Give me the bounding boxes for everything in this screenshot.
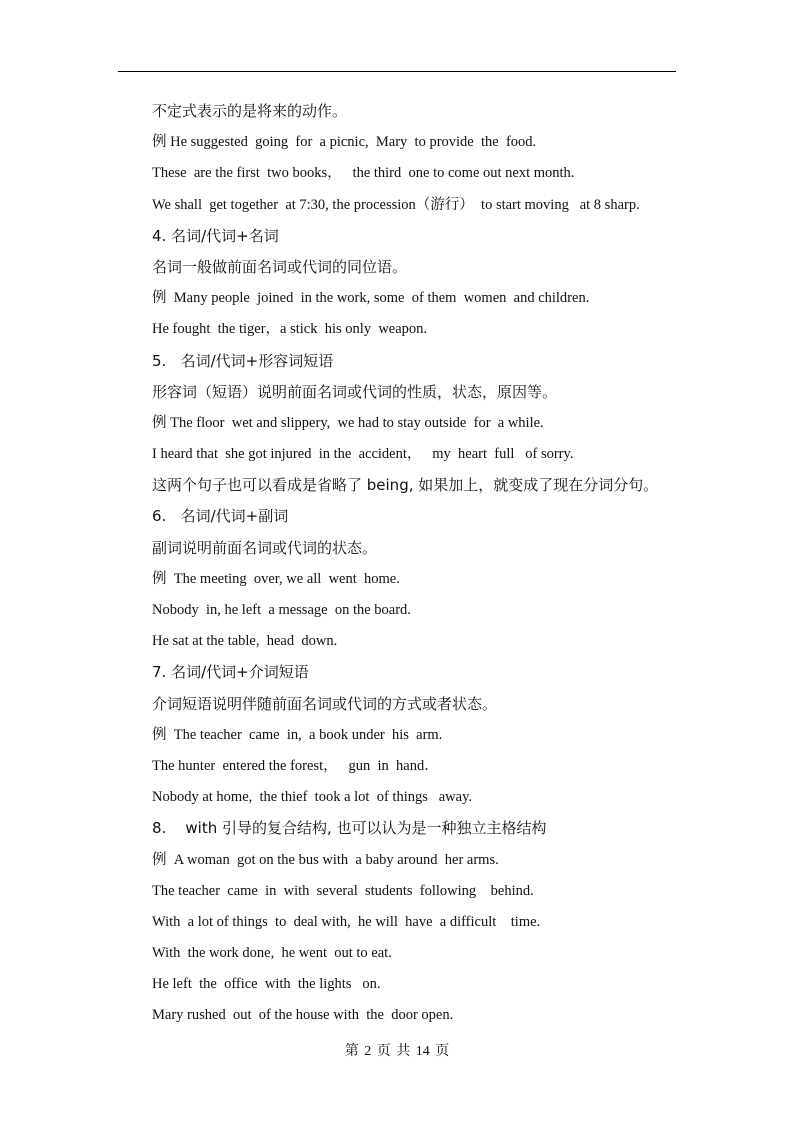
text-line: 副词说明前面名词或代词的状态。 — [152, 538, 378, 557]
text-line: 例 The teacher came in, a book under his arm. — [152, 726, 443, 743]
text-line: He left the office with the lights on. — [152, 976, 381, 993]
text-line: He fought the tiger，a stick his only weapon. — [152, 321, 428, 338]
text-line: Nobody in, he left a message on the board. — [152, 602, 411, 618]
text-line: Mary rushed out of the house with the door open. — [152, 1007, 454, 1024]
header-rule — [118, 71, 676, 72]
text-line: The hunter entered the forest， gun in hand． — [152, 757, 439, 774]
text-line: I heard that she got injured in the accident， my heart full of sorry. — [152, 446, 574, 463]
text-line: 这两个句子也可以看成是省略了 being, 如果加上，就变成了现在分词分句。 — [152, 476, 659, 495]
section-heading: 8. with 引导的复合结构, 也可以认为是一种独立主格结构 — [152, 819, 547, 838]
text-line: With a lot of things to deal with, he will have a difficult time. — [152, 913, 541, 930]
text-line: 例 He suggested going for a picnic, Mary to provide the food. — [152, 134, 537, 151]
page-body — [152, 96, 712, 1032]
text-line: 例 The meeting over, we all went home. — [152, 570, 400, 587]
text-line: 名词一般做前面名词或代词的同位语。 — [152, 257, 408, 276]
section-heading: 6. 名词/代词+副词 — [152, 507, 289, 526]
text-line: We shall get together at 7:30, the procession（游行） to start moving at 8 sharp. — [152, 196, 640, 213]
text-line: He sat at the table, head down. — [152, 633, 338, 650]
text-line: These are the first two books， the third one to come out next month. — [152, 165, 575, 182]
text-line: 例 Many people joined in the work, some of them women and children. — [152, 290, 590, 307]
page-number-footer: 第 2 页 共 14 页 — [344, 1044, 450, 1059]
text-line: 介词短语说明伴随前面名词或代词的方式或者状态。 — [152, 694, 498, 713]
text-line: 形容词（短语）说明前面名词或代词的性质，状态，原因等。 — [152, 382, 558, 401]
text-line: 例 The floor wet and slippery, we had to stay outside for a while. — [152, 414, 544, 431]
section-heading: 7. 名词/代词+介词短语 — [152, 663, 309, 682]
section-heading: 5. 名词/代词+形容词短语 — [152, 351, 334, 370]
text-line: Nobody at home, the thief took a lot of things away. — [152, 789, 473, 806]
text-line: 不定式表示的是将来的动作。 — [152, 102, 348, 120]
text-line: The teacher came in with several students following behind. — [152, 882, 534, 899]
section-heading: 4. 名词/代词+名词 — [152, 226, 279, 245]
text-line: With the work done, he went out to eat. — [152, 945, 392, 962]
text-line: 例 A woman got on the bus with a baby around her arms. — [152, 851, 499, 868]
